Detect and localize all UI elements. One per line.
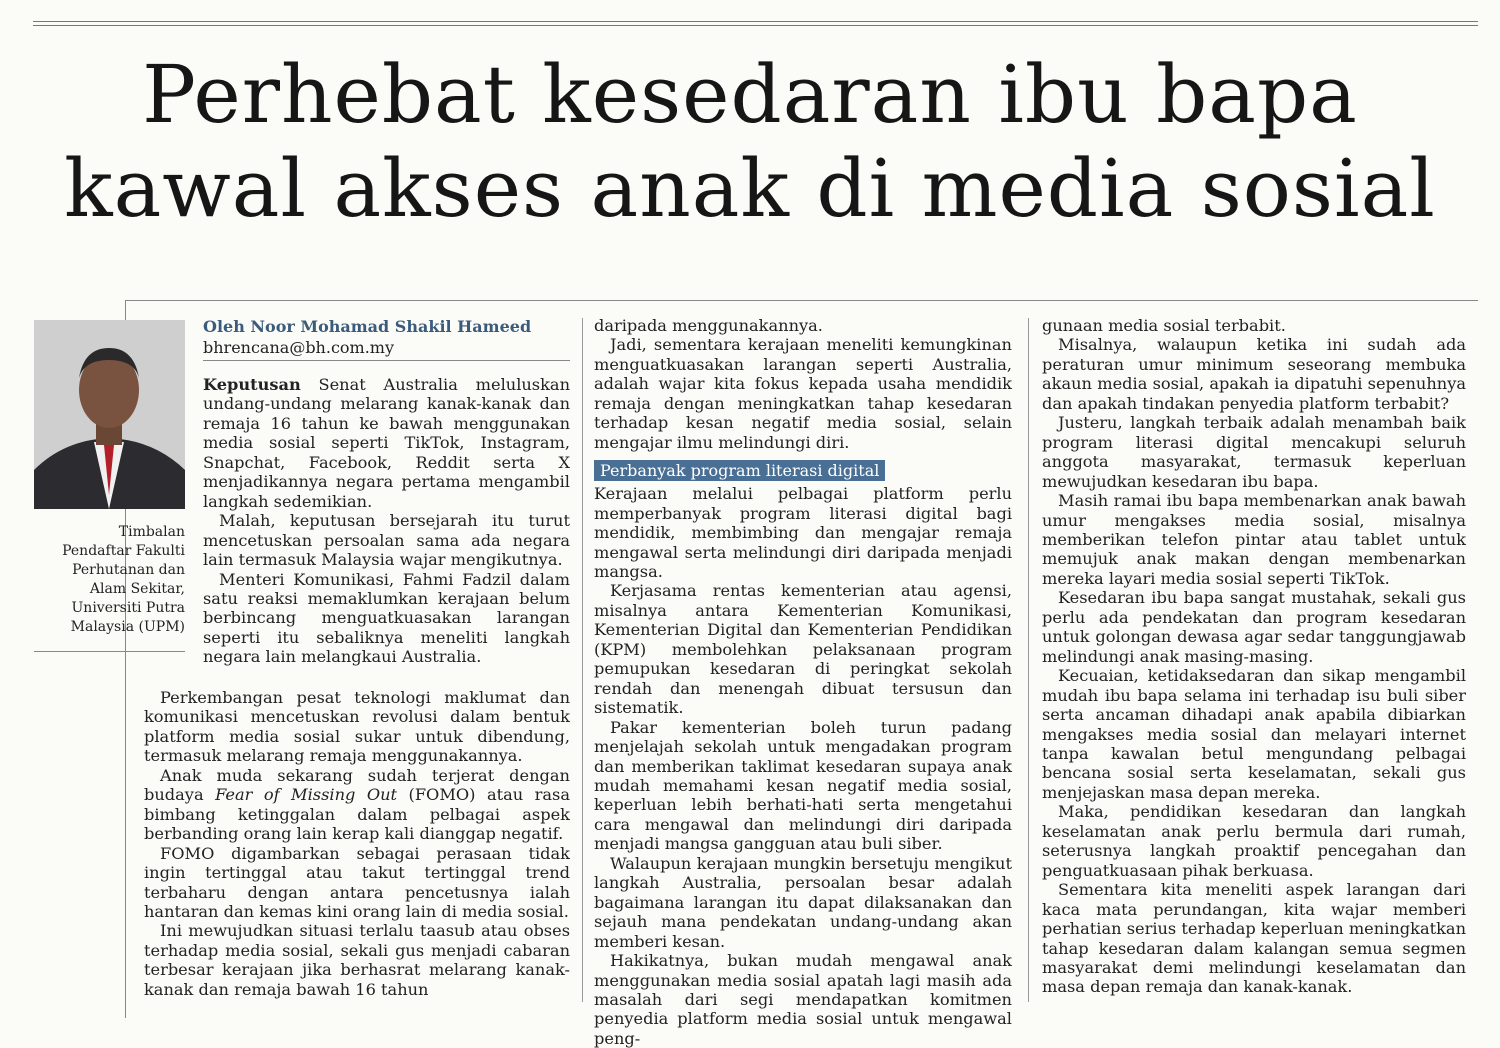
headline-line-1: Perhebat kesedaran ibu bapa (142, 48, 1358, 141)
paragraph: Kecuaian, ketidaksedaran dan sikap mengambil mudah ibu bapa selama ini terhadap isu buli siber serta ancaman dihadapi anak apabila dibiarkan mengakses media sosial dan melayari internet tanpa kawalan betul mengundang pelbagai bencana sosial serta keselamatan, sekali gus menjejaskan masa depan mereka. (1042, 666, 1466, 802)
paragraph: Kerjasama rentas kementerian atau agensi, misalnya antara Kementerian Komunikasi, Kementerian Digital dan Kementerian Pendidikan (KPM) membolehkan pelaksanaan program pemupukan kesedaran di peringkat sekolah rendah dan menengah dibuat tersusun dan sistematik. (594, 581, 1012, 718)
byline-rule (203, 360, 570, 361)
paragraph: Kesedaran ibu bapa sangat mustahak, sekali gus perlu ada pendekatan dan program kesedaran untuk golongan dewasa agar sedar tanggungjawab melindungi anak masing-masing. (1042, 588, 1466, 666)
paragraph: Maka, pendidikan kesedaran dan langkah keselamatan anak perlu bermula dari rumah, seterusnya langkah proaktif pencegahan dan penguatkuasaan pihak berkuasa. (1042, 802, 1466, 880)
caption-line: Perhutanan dan (72, 562, 185, 578)
author-name: Oleh Noor Mohamad Shakil Hameed (203, 317, 532, 336)
paragraph: gunaan media sosial terbabit. (1042, 316, 1286, 335)
article-column-1-top (203, 375, 570, 667)
paragraph: Pakar kementerian boleh turun padang menjelajah sekolah untuk mengadakan program dan memberikan taklimat kesedaran supaya anak mudah memahami kesan negatif media sosial, keperluan lebih berhati-hati serta mengetahui cara mengawal dan melindungi diri daripada menjadi mangsa gangguan atau buli siber. (594, 717, 1012, 854)
section-subhead: Perbanyak program literasi digital (594, 460, 885, 481)
top-rule (33, 21, 1478, 26)
caption-line: Universiti Putra (71, 600, 185, 616)
caption-line: Alam Sekitar, (89, 581, 185, 597)
author-email: bhrencana@bh.com.my (203, 338, 395, 357)
author-photo (34, 320, 185, 509)
column-divider (1028, 318, 1029, 1002)
paragraph: daripada menggunakannya. (594, 316, 823, 335)
byline (203, 316, 570, 358)
paragraph-text: Anak muda sekarang sudah terjerat dengan budaya (144, 765, 570, 805)
article-column-2 (594, 316, 1012, 1048)
paragraph (203, 375, 570, 511)
paragraph-text: Senat Australia meluluskan undang-undang melarang kanak-kanak dan remaja 16 tahun ke bawah menggunakan media sosial seperti TikTok, Instagram, Snapchat, Facebook, Reddit serta X menjadikannya negara pertama mengambil langkah sedemikian. (203, 375, 570, 511)
frame-top-rule (125, 300, 1478, 301)
paragraph: Justeru, langkah terbaik adalah menambah baik program literasi digital mencakupi seluruh anggota masyarakat, termasuk keperluan mewujudkan kesedaran ibu bapa. (1042, 413, 1466, 491)
headline (0, 48, 1500, 236)
caption-rule (34, 651, 185, 652)
paragraph: FOMO digambarkan sebagai perasaan tidak ingin tertinggal atau takut tertinggal trend terbaharu dengan antara pencetusnya ialah hantaran dan kemas kini orang lain di media sosial. (144, 843, 570, 921)
paragraph: Sementara kita meneliti aspek larangan dari kaca mata perundangan, kita wajar memberi perhatian serius terhadap keperluan meningkatkan tahap kesedaran dalam kalangan semua segmen masyarakat demi melindungi keselamatan dan masa depan remaja dan kanak-kanak. (1042, 880, 1466, 997)
article-column-3 (1042, 316, 1466, 997)
paragraph: Malah, keputusan bersejarah itu turut mencetuskan persoalan sama ada negara lain termasuk Malaysia wajar mengikutnya. (203, 511, 570, 570)
paragraph: Perkembangan pesat teknologi maklumat dan komunikasi mencetuskan revolusi dalam bentuk platform media sosial sukar untuk dibendung, termasuk melarang remaja menggunakannya. (144, 688, 570, 766)
article-column-1-bottom (144, 688, 570, 999)
paragraph: Menteri Komunikasi, Fahmi Fadzil dalam satu reaksi memaklumkan kerajaan belum berbincang menguatkuasakan larangan seperti itu sebaliknya meneliti langkah negara lain melangkaui Australia. (203, 569, 570, 667)
caption-line: Malaysia (UPM) (70, 619, 185, 635)
paragraph: Kerajaan melalui pelbagai platform perlu memperbanyak program literasi digital bagi mendidik, membimbing dan mengajar remaja mengawal serta melindungi diri daripada menjadi mangsa. (594, 484, 1012, 581)
paragraph: Hakikatnya, bukan mudah mengawal anak menggunakan media sosial apatah lagi masih ada masalah dari segi mendapatkan komitmen penyedia platform media sosial untuk mengawal peng- (594, 951, 1012, 1048)
paragraph: Ini mewujudkan situasi terlalu taasub atau obses terhadap media sosial, sekali gus menjadi cabaran terbesar kerajaan jika berhasrat melarang kanak-kanak dan remaja bawah 16 tahun (144, 921, 570, 999)
emphasis: Fear of Missing Out (215, 785, 398, 805)
paragraph: Masih ramai ibu bapa membenarkan anak bawah umur mengakses media sosial, misalnya memberikan telefon pintar atau tablet untuk memujuk anak makan dengan membenarkan mereka layari media sosial seperti TikTok. (1042, 491, 1466, 588)
caption-line: Pendaftar Fakulti (62, 543, 185, 559)
headline-line-2: kawal akses anak di media sosial (64, 142, 1436, 235)
caption-line: Timbalan (118, 524, 185, 540)
lead-word: Keputusan (203, 375, 301, 394)
author-portrait-illustration (34, 320, 185, 509)
paragraph: Misalnya, walaupun ketika ini sudah ada peraturan umur minimum seseorang membuka akaun media sosial, apakah ia dipatuhi sepenuhnya dan apakah tindakan penyedia platform terbabit? (1042, 335, 1466, 413)
photo-caption (34, 523, 185, 637)
paragraph: Walaupun kerajaan mungkin bersetuju mengikut langkah Australia, persoalan besar adalah bagaimana larangan itu dapat dilaksanakan dan sejauh mana pendekatan undang-undang akan memberi kesan. (594, 853, 1012, 951)
column-divider (582, 318, 583, 1002)
paragraph-text: (FOMO) atau rasa bimbang ketinggalan dalam pelbagai aspek berbanding orang lain kerap kali dianggap negatif. (144, 785, 570, 844)
paragraph: Jadi, sementara kerajaan meneliti kemungkinan menguatkuasakan larangan seperti Australia, adalah wajar kita fokus kepada usaha mendidik remaja dengan meningkatkan tahap kesedaran terhadap kesan negatif media sosial, selain mengajar ilmu melindungi diri. (594, 335, 1012, 452)
paragraph (144, 766, 570, 844)
